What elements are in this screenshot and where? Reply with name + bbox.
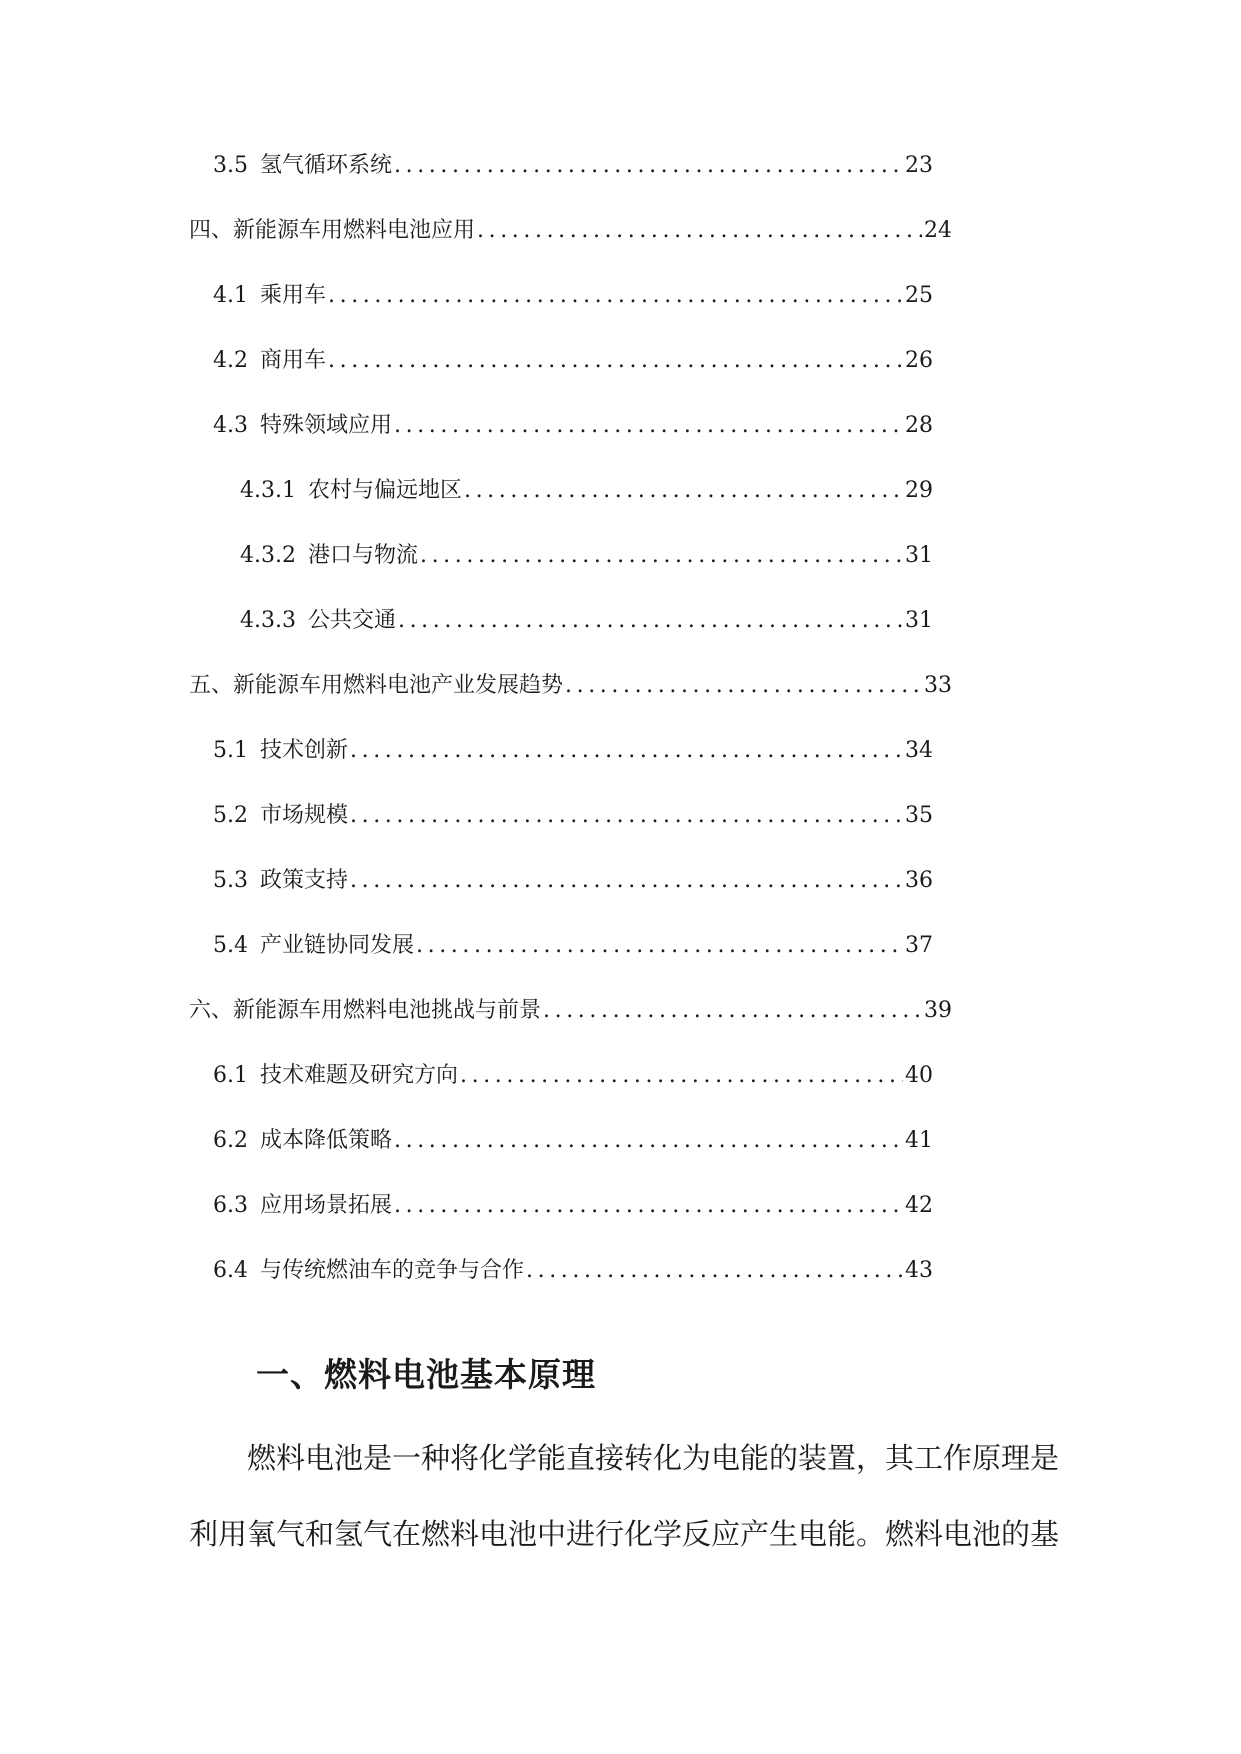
toc-entry-number: 5.1 [213,738,248,763]
toc-entry-page: 31 [905,608,933,633]
toc-dot-leader [420,541,903,571]
toc-dot-leader [543,996,922,1026]
toc-entry-title: 五、新能源车用燃料电池产业发展趋势 [189,673,564,698]
toc-dot-leader [526,1256,903,1286]
toc-entry-title: 四、新能源车用燃料电池应用 [189,218,476,243]
toc-entry-4-3-3[interactable] [240,606,933,636]
toc-dot-leader [565,671,922,701]
toc-entry-page: 37 [905,933,933,958]
toc-entry-title: 乘用车 [260,283,327,308]
toc-entry-4-3[interactable] [213,411,933,441]
toc-entry-6-3[interactable] [213,1191,933,1221]
toc-entry-number: 6.2 [213,1128,248,1153]
toc-entry-title: 农村与偏远地区 [307,478,462,503]
toc-entry-number: 4.2 [213,348,248,373]
toc-dot-leader [394,1126,903,1156]
toc-entry-4-1[interactable] [213,281,933,311]
toc-entry-5-3[interactable] [213,866,933,896]
toc-entry-page: 24 [924,218,952,243]
toc-entry-number: 4.3.1 [240,478,296,503]
toc-entry-title: 公共交通 [307,608,396,633]
toc-entry-page: 42 [905,1193,933,1218]
toc-entry-page: 39 [924,998,952,1023]
toc-dot-leader [460,1061,903,1091]
toc-entry-title: 应用场景拓展 [260,1193,393,1218]
toc-entry-title: 成本降低策略 [260,1128,393,1153]
toc-entry-page: 31 [905,543,933,568]
toc-entry-4-3-2[interactable] [240,541,933,571]
toc-entry-number: 4.3 [213,413,248,438]
toc-entry-title: 氢气循环系统 [260,153,393,178]
toc-entry-number: 4.1 [213,283,248,308]
toc-entry-6-4[interactable] [213,1256,933,1286]
toc-entry-number: 6.3 [213,1193,248,1218]
toc-entry-page: 29 [905,478,933,503]
toc-dot-leader [416,931,903,961]
toc-entry-number: 3.5 [213,153,248,178]
toc-entry-page: 33 [924,673,952,698]
toc-entry-6-1[interactable] [213,1061,933,1091]
toc-dot-leader [350,736,903,766]
toc-dot-leader [394,1191,903,1221]
toc-entry-3-5[interactable] [213,151,933,181]
toc-entry-page: 34 [905,738,933,763]
toc-entry-5-1[interactable] [213,736,933,766]
section-heading: 一、燃料电池基本原理 [256,1355,596,1394]
toc-entry-chapter-5[interactable] [189,671,952,701]
toc-entry-4-2[interactable] [213,346,933,376]
toc-entry-page: 28 [905,413,933,438]
toc-entry-number: 6.1 [213,1063,248,1088]
toc-entry-title: 港口与物流 [307,543,418,568]
toc-entry-title: 市场规模 [260,803,349,828]
toc-entry-title: 六、新能源车用燃料电池挑战与前景 [189,998,542,1023]
toc-entry-page: 40 [905,1063,933,1088]
toc-entry-number: 5.2 [213,803,248,828]
toc-entry-number: 5.4 [213,933,248,958]
toc-entry-title: 技术创新 [260,738,349,763]
toc-dot-leader [464,476,903,506]
toc-entry-page: 25 [905,283,933,308]
toc-dot-leader [398,606,903,636]
toc-dot-leader [394,411,903,441]
toc-entry-6-2[interactable] [213,1126,933,1156]
toc-entry-page: 36 [905,868,933,893]
toc-dot-leader [477,216,922,246]
toc-entry-number: 6.4 [213,1258,248,1283]
toc-entry-title: 商用车 [260,348,327,373]
toc-entry-chapter-4[interactable] [189,216,952,246]
toc-entry-title: 技术难题及研究方向 [260,1063,459,1088]
toc-entry-number: 4.3.2 [240,543,296,568]
toc-entry-page: 41 [905,1128,933,1153]
toc-entry-chapter-6[interactable] [189,996,952,1026]
toc-dot-leader [350,801,903,831]
toc-entry-page: 35 [905,803,933,828]
toc-entry-title: 特殊领域应用 [260,413,393,438]
toc-dot-leader [328,281,903,311]
toc-entry-title: 产业链协同发展 [260,933,415,958]
toc-entry-number: 5.3 [213,868,248,893]
toc-entry-page: 43 [905,1258,933,1283]
toc-entry-page: 26 [905,348,933,373]
toc-entry-title: 与传统燃油车的竞争与合作 [260,1258,525,1283]
toc-dot-leader [350,866,903,896]
toc-entry-page: 23 [905,153,933,178]
toc-entry-5-4[interactable] [213,931,933,961]
toc-entry-5-2[interactable] [213,801,933,831]
toc-dot-leader [394,151,903,181]
body-paragraph-line-2: 利用氧气和氢气在燃料电池中进行化学反应产生电能。燃料电池的基 [189,1517,1060,1551]
toc-entry-4-3-1[interactable] [240,476,933,506]
toc-dot-leader [328,346,903,376]
toc-entry-title: 政策支持 [260,868,349,893]
body-paragraph-line-1: 燃料电池是一种将化学能直接转化为电能的装置，其工作原理是 [247,1441,1060,1475]
toc-entry-number: 4.3.3 [240,608,296,633]
